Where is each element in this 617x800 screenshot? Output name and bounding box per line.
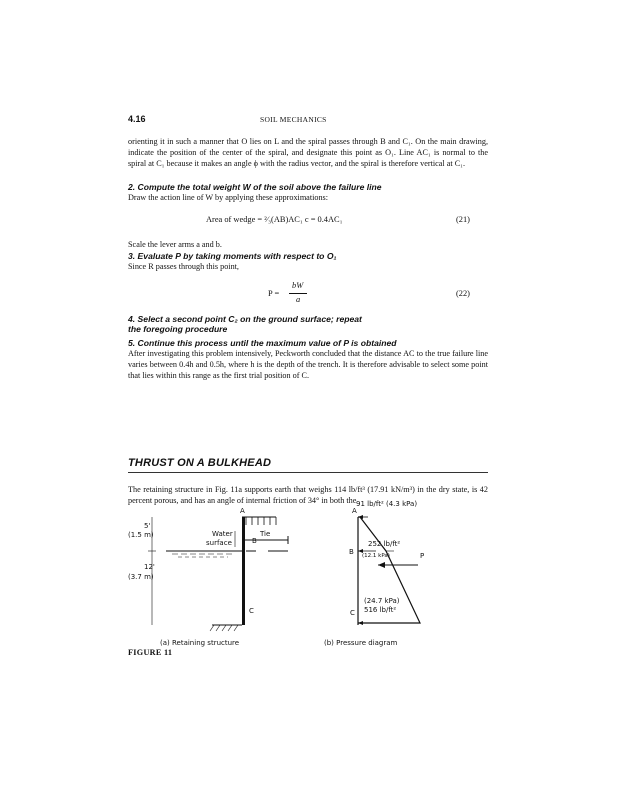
- fraction-bar: [289, 293, 307, 294]
- pressure-diagram: [324, 500, 424, 647]
- pressure-mid-kpa: (12.1 kPa): [362, 553, 390, 559]
- page-number: 4.16: [128, 114, 146, 124]
- fig-b-caption: (b) Pressure diagram: [324, 639, 398, 647]
- water-label-line1: Water: [212, 530, 233, 538]
- pressure-bottom-label: 516 lb/ft²: [364, 606, 397, 614]
- step-4-heading-line2: the foregoing procedure: [128, 324, 228, 334]
- equation-21-number: (21): [456, 215, 470, 224]
- step-3-text: Since R passes through this point,: [128, 262, 239, 271]
- step-4-heading-line1: 4. Select a second point C₂ on the ground surface; repeat: [128, 314, 362, 324]
- section-paragraph: The retaining structure in Fig. 11a supports earth that weighs 114 lb/ft³ (17.91 kN/m³) in the dry state, is 42 percent porous, and has an angle of internal friction of 34° in both the: [128, 485, 488, 506]
- figure-11: [128, 500, 488, 655]
- section-rule: [128, 472, 488, 473]
- dim-top-m: (1.5 m): [128, 531, 154, 539]
- retaining-structure-diagram: [128, 507, 288, 647]
- fig-b-label-B: B: [349, 548, 354, 556]
- equation-22-denominator: a: [296, 295, 301, 304]
- dim-bottom-ft: 12': [144, 563, 155, 571]
- fig-a-caption: (a) Retaining structure: [160, 639, 240, 647]
- dim-top-ft: 5': [144, 522, 151, 530]
- step-5-heading: 5. Continue this process until the maximum value of P is obtained: [128, 338, 397, 348]
- pressure-mid-label: 252 lb/ft²: [368, 540, 401, 548]
- dim-bottom-m: (3.7 m): [128, 573, 154, 581]
- fig-a-label-A: A: [240, 507, 245, 515]
- step-2-text: Draw the action line of W by applying these approximations:: [128, 193, 329, 202]
- section-title: THRUST ON A BULKHEAD: [128, 457, 272, 469]
- running-title: SOIL MECHANICS: [260, 115, 327, 124]
- fig-b-label-A: A: [352, 507, 357, 515]
- water-label-line2: surface: [206, 539, 232, 547]
- step-2-heading: 2. Compute the total weight W of the soil above the failure line: [128, 182, 382, 192]
- step-5-text: After investigating this problem intensively, Peckworth concluded that the distance AC to the true failure line varies between 0.4h and 0.5h, where h is the depth of the trench. It is therefore advisable to select some point that lies within this range as the first trial position of C.: [128, 349, 488, 381]
- figure-caption: FIGURE 11: [128, 648, 173, 657]
- fig-a-label-B: B: [252, 537, 257, 545]
- sheet-pile-wall: [242, 517, 245, 625]
- fig-b-label-C: C: [350, 609, 355, 617]
- step-3-heading: 3. Evaluate P by taking moments with respect to O₁: [128, 251, 337, 261]
- equation-22-numerator: bW: [292, 281, 304, 290]
- intro-paragraph: orienting it in such a manner that O lies on L and the spiral passes through B and C₁. On the main drawing, indicate the position of the center of the spiral, and designate this point as O₁. Line AC₁ is normal to the spiral at C₁ because it makes an angle ϕ with the radius vector, and the spiral is therefore vertical at C₁.: [128, 137, 488, 169]
- fig-a-label-C: C: [249, 607, 254, 615]
- resultant-force-label: P: [420, 552, 425, 560]
- tie-label: Tie: [260, 530, 271, 538]
- step-2-after: Scale the lever arms a and b.: [128, 240, 222, 249]
- equation-22-number: (22): [456, 289, 470, 298]
- equation-21: Area of wedge = ²⁄₃(AB)AC₁ c = 0.4AC₁: [206, 215, 343, 224]
- pressure-top-label: 91 lb/ft² (4.3 kPa): [356, 500, 418, 508]
- pressure-bottom-kpa: (24.7 kPa): [364, 597, 400, 605]
- equation-22-lhs: P =: [268, 289, 280, 298]
